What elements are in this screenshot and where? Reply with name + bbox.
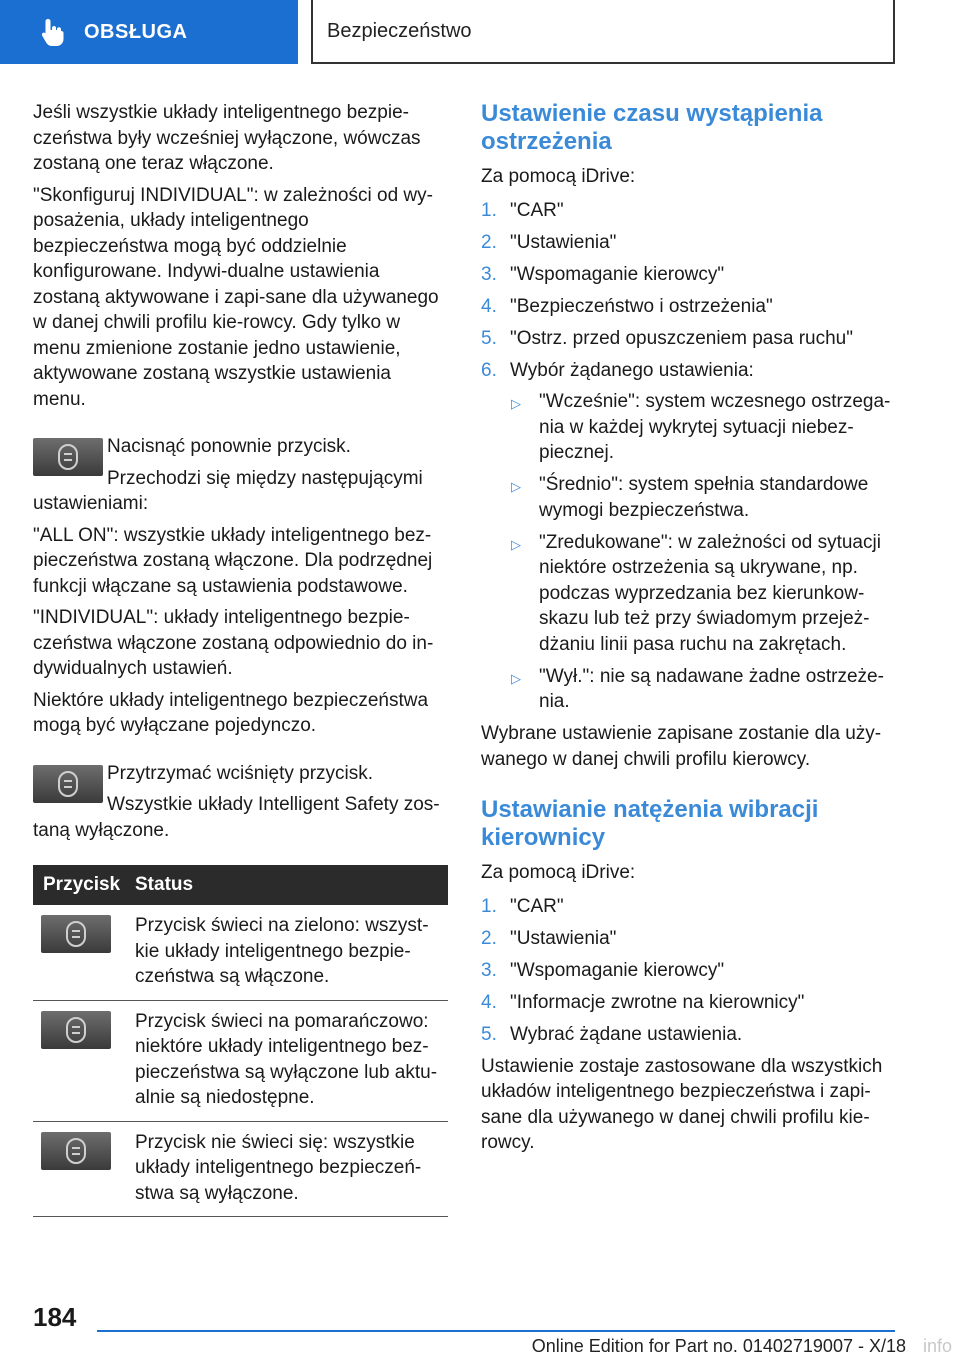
triangle-bullet-icon: ▷: [511, 536, 521, 552]
status-text: Przycisk świeci na zielono: wszyst-kie układy inteligentnego bezpie-czeństwa są włączone.: [135, 915, 429, 987]
tab-label: OBSŁUGA: [84, 20, 188, 43]
table-row: [33, 905, 448, 1001]
edition-text: Online Edition for Part no. 01402719007 - X/18: [531, 1336, 906, 1356]
triangle-bullet-icon: ▷: [511, 670, 521, 686]
status-text: Przycisk świeci na pomarańczowo: niektóre układy inteligentnego bez-pieczeństwa są wyłączone lub aktu-alnie są niedostępne.: [135, 1010, 438, 1108]
intelligent-safety-button-icon: [33, 765, 103, 803]
intelligent-safety-button-icon: [41, 915, 111, 953]
page-number: 184: [33, 1302, 77, 1332]
intelligent-safety-button-icon: [33, 438, 103, 476]
footer-divider: [97, 1330, 895, 1332]
list-item: 3. "Wspomaganie kierowcy": [481, 959, 725, 981]
paragraph: "INDIVIDUAL": układy inteligentnego bezpie-czeństwa włączone zostaną odpowiednio do in-dywidualnych ustawień.: [33, 607, 434, 679]
paragraph: "Skonfiguruj INDIVIDUAL": w zależności od wy-posażenia, układy inteligentnego bezpieczeństwa mogą być oddzielnie konfigurowane. Indywi-dualne ustawienia zostaną aktywowane i zapi-sane dla używanego w danej chwili profilu kie-rowcy. Gdy tylko w menu zmienione zostanie jedno ustawienie, aktywowane zostaną wszystkie ustawienia menu.: [33, 184, 439, 410]
section-heading: Ustawienie czasu wystąpienia ostrzeżenia: [481, 100, 823, 155]
left-column: [33, 100, 448, 1217]
paragraph: "ALL ON": wszystkie układy inteligentnego bez-pieczeństwa zostaną włączone. Dla podrzędnej funkcji włączane są ustawienia podstawowe.: [33, 524, 433, 597]
intelligent-safety-button-icon: [41, 1011, 111, 1049]
list-item: ▷ "Średnio": system spełnia standardowe wymogi bezpieczeństwa.: [481, 472, 895, 523]
button-instruction: [33, 761, 448, 844]
intelligent-safety-button-icon: [41, 1132, 111, 1170]
header-tab[interactable]: [0, 0, 298, 64]
list-item: 4. "Informacje zwrotne na kierownicy": [481, 991, 805, 1013]
table-row: [33, 1001, 448, 1122]
list-item: 6. Wybór żądanego ustawienia:: [481, 359, 754, 381]
sub-options-list: [481, 389, 895, 715]
column-header: Przycisk: [43, 874, 121, 896]
outro-text: Ustawienie zostaje zastosowane dla wszystkich układów inteligentnego bezpieczeństwa i zapi-sane dla używanego w danej chwili profilu kie-rowcy.: [481, 1055, 883, 1153]
list-item: 2. "Ustawienia": [481, 231, 617, 253]
section-title: Bezpieczeństwo: [311, 0, 895, 64]
section-heading: Ustawianie natężenia wibracji kierownicy: [481, 796, 819, 851]
button-instruction: [33, 434, 448, 517]
instruction-text: Nacisnąć ponownie przycisk.: [107, 436, 351, 457]
watermark-text: info: [922, 1336, 952, 1356]
paragraph: Jeśli wszystkie układy inteligentnego bezpie-czeństwa były wcześniej wyłączone, wówczas zostaną one teraz włączone.: [33, 102, 421, 174]
right-column: [481, 100, 895, 1156]
triangle-bullet-icon: ▷: [511, 396, 521, 411]
intro-text: Za pomocą iDrive:: [481, 166, 636, 187]
triangle-bullet-icon: ▷: [511, 479, 521, 494]
paragraph: Niektóre układy inteligentnego bezpieczeństwa mogą być wyłączane pojedynczo.: [33, 689, 429, 736]
steps-list: [481, 198, 895, 384]
list-item: ▷ "Wcześnie": system wczesnego ostrzega-nia w każdej wykrytej sytuacji niebez-piecznej.: [481, 389, 895, 466]
column-header: Status: [135, 874, 194, 896]
list-item: 1. "CAR": [481, 895, 564, 917]
outro-text: Wybrane ustawienie zapisane zostanie dla uży-wanego w danej chwili profilu kierowcy.: [481, 723, 882, 770]
list-item: ▷ "Zredukowane": w zależności od sytuacji niektóre ostrzeżenia są ukrywane, np. podczas wyprzedzania bez kierunkow-skazu lub też przy świadomym przejeż-dżaniu linii pasa ruchu na zakrętach.: [481, 530, 895, 658]
table-header: [33, 865, 448, 905]
list-item: 4. "Bezpieczeństwo i ostrzeżenia": [481, 295, 773, 317]
list-item: ▷ "Wył.": nie są nadawane żadne ostrzeże-nia.: [481, 664, 895, 715]
instruction-text: Przytrzymać wciśnięty przycisk.: [107, 762, 374, 784]
instruction-text: Przechodzi się między następującymi ustawieniami:: [33, 467, 423, 514]
status-table: [33, 865, 448, 1217]
table-row: [33, 1122, 448, 1218]
steps-list: [481, 894, 895, 1048]
list-item: 2. "Ustawienia": [481, 927, 617, 949]
list-item: 3. "Wspomaganie kierowcy": [481, 263, 725, 285]
list-item: 1. "CAR": [481, 199, 564, 221]
list-item: 5. "Ostrz. przed opuszczeniem pasa ruchu": [481, 327, 853, 349]
list-item: 5. Wybrać żądane ustawienia.: [481, 1023, 743, 1045]
hand-pointer-icon: [40, 17, 66, 47]
instruction-text: Wszystkie układy Intelligent Safety zos-taną wyłączone.: [33, 794, 440, 841]
status-text: Przycisk nie świeci się: wszystkie układy inteligentnego bezpieczeń-stwa są wyłączone.: [135, 1131, 422, 1204]
intro-text: Za pomocą iDrive:: [481, 862, 636, 883]
